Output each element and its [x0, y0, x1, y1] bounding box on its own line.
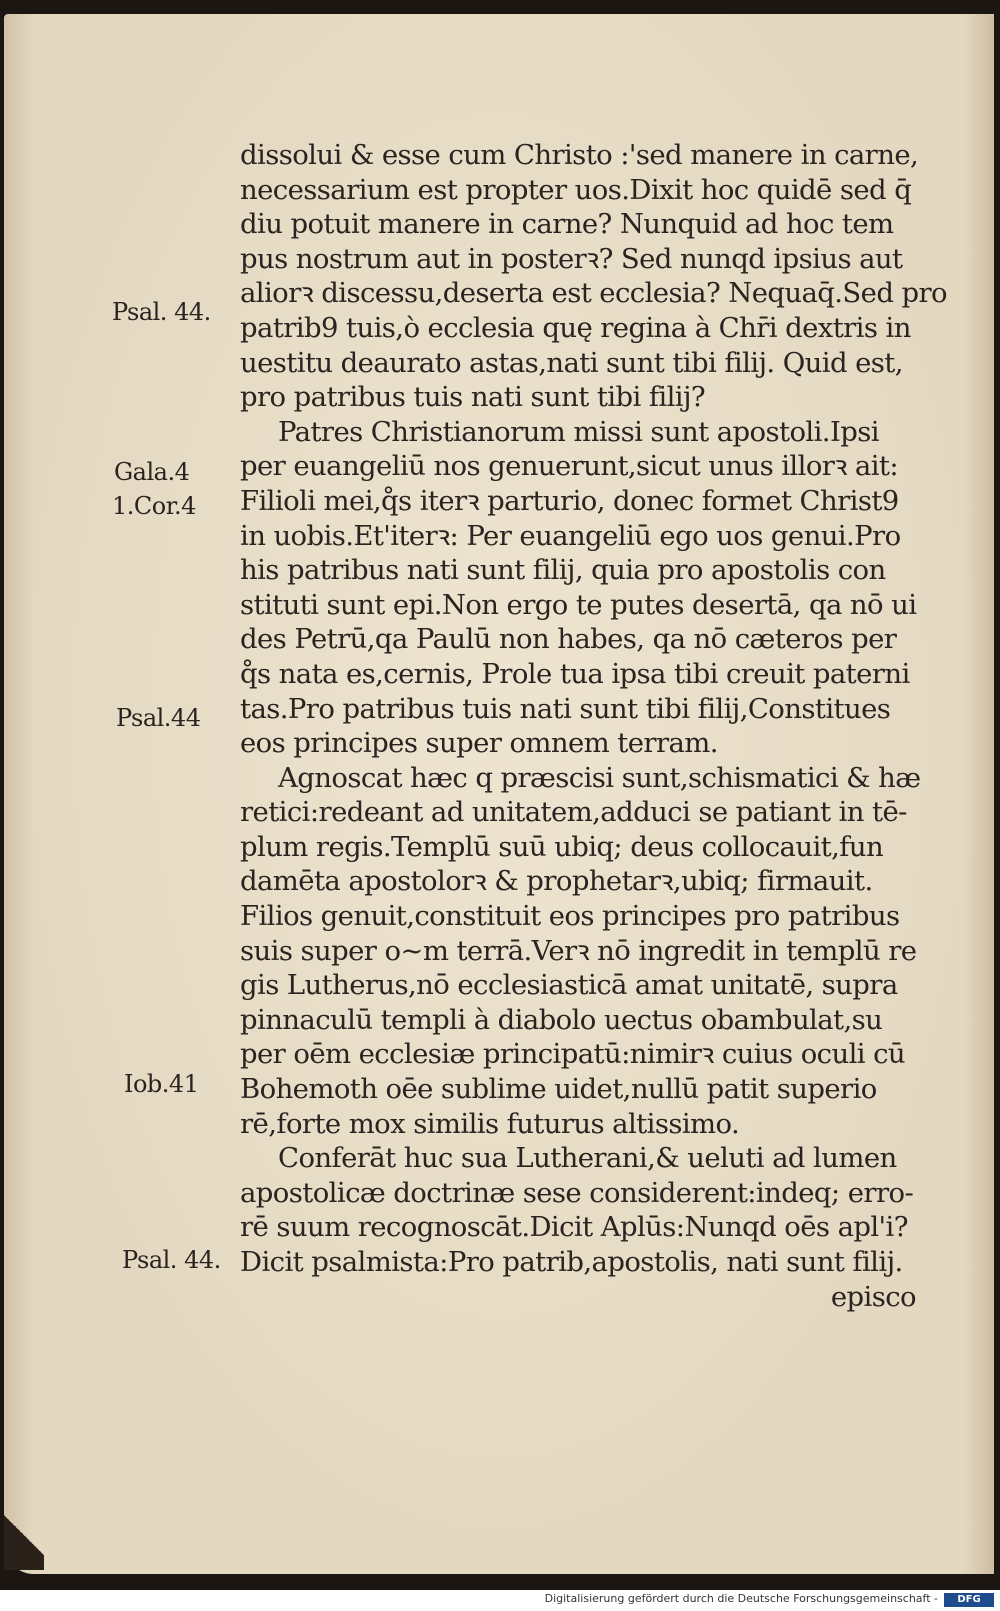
text-line: in uobis.Et'iterꝛ: Per euangeliū ego uos genui.Pro [240, 519, 901, 552]
text-line: plum regis.Templū suū ubiq; deus collocauit,fun [240, 830, 884, 863]
text-line: Filioli mei,q̊s iterꝛ parturio, donec formet Christ9 [240, 484, 899, 517]
digitization-footer [0, 1590, 1000, 1611]
footer-credit: Digitalisierung gefördert durch die Deutsche Forschungsgemeinschaft - [544, 1592, 938, 1605]
margin-note-job: Iob.41 [124, 1070, 199, 1098]
text-line: Filios genuit,constituit eos principes pro patribus [240, 900, 900, 933]
text-line: Dicit psalmista:Pro patrib,apostolis, nati sunt filij. [240, 1246, 903, 1278]
text-line: Conferāt huc sua Lutherani,& ueluti ad lumen [278, 1142, 897, 1175]
text-line: des Petrū,qa Paulū non habes, qa nō cæteros per [240, 623, 897, 656]
text-line: gis Lutherus,nō ecclesiasticā amat unitatē, supra [240, 969, 898, 1002]
text-line: patrib9 tuis,ò ecclesia quę regina à Chr̄i dextris in [240, 311, 911, 344]
text-line: Bohemoth oēe sublime uidet,nullū patit superio [240, 1073, 877, 1106]
text-line: Patres Christianorum missi sunt apostoli.Ipsi [278, 415, 879, 448]
text-line: eos principes super omnem terram. [240, 727, 718, 760]
margin-note-corinthians: 1.Cor.4 [112, 492, 196, 520]
text-line: per euangeliū nos genuerunt,sicut unus illorꝛ ait: [240, 450, 899, 483]
main-text [240, 138, 948, 1314]
margin-note-galatians: Gala.4 [114, 458, 190, 486]
text-line: pro patribus tuis nati sunt tibi filij? [240, 381, 706, 414]
text-line: stituti sunt epi.Non ergo te putes desertā, qa nō ui [240, 588, 917, 621]
text-line: pus nostrum aut in posterꝛ? Sed nunqd ipsius aut [240, 242, 903, 275]
text-line: his patribus nati sunt filij, quia pro apostolis con [240, 554, 886, 587]
text-line: retici:redeant ad unitatem,adduci se patiant in tē- [240, 796, 907, 829]
dfg-logo-icon: DFG [944, 1593, 994, 1607]
text-line: tas.Pro patribus tuis nati sunt tibi filij,Constitues [240, 692, 891, 725]
text-line: q̊s nata es,cernis, Prole tua ipsa tibi creuit paterni [240, 657, 910, 690]
text-line: apostolicæ doctrinæ sese considerent:indeq; erro- [240, 1176, 914, 1209]
margin-note-psalm: Psal. 44. [112, 298, 211, 326]
catchword: episco [830, 1280, 916, 1313]
text-line: pinnaculū templi à diabolo uectus obambulat,su [240, 1003, 883, 1036]
page-corner-shadow [4, 1500, 44, 1570]
text-line: per oēm ecclesiæ principatū:nimirꝛ cuius oculi cū [240, 1038, 906, 1071]
text-line: dissolui & esse cum Christo :'sed manere in carne, [240, 139, 919, 171]
text-line: damēta apostolorꝛ & prophetarꝛ,ubiq; firmauit. [240, 865, 873, 898]
text-line: necessarium est propter uos.Dixit hoc quidē sed q̄ [240, 173, 912, 206]
margin-note-psalm: Psal. 44. [122, 1246, 221, 1274]
margin-note-psalm: Psal.44 [116, 704, 201, 732]
text-line: suis super o~m terrā.Verꝛ nō ingredit in templū re [240, 934, 917, 967]
text-line: aliorꝛ discessu,deserta est ecclesia? Nequaq̄.Sed pro [240, 277, 948, 310]
book-page [4, 14, 994, 1574]
text-line: diu potuit manere in carne? Nunquid ad hoc tem [240, 208, 894, 241]
text-line: rē,forte mox similis futurus altissimo. [240, 1107, 740, 1140]
text-line: uestitu deaurato astas,nati sunt tibi filij. Quid est, [240, 346, 903, 379]
text-line: rē suum recognoscāt.Dicit Aplūs:Nunqd oēs apl'i? [240, 1211, 908, 1244]
text-line: Agnoscat hæc q præscisi sunt,schismatici & hæ [278, 761, 921, 794]
